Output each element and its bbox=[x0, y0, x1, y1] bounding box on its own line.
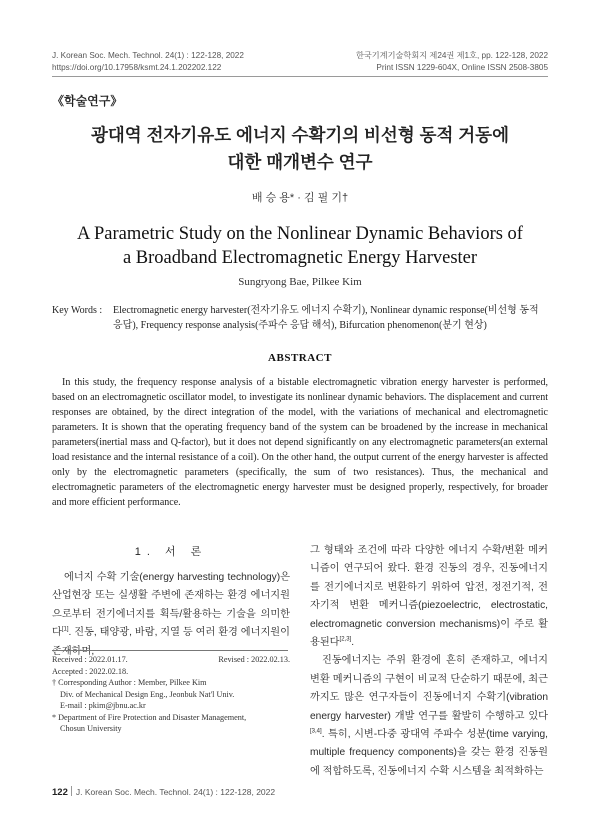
abstract-body: In this study, the frequency response analysis of a bistable electromagnetic vibration energy harvester is performed, based on an electromagnetic oscillator model, to investigate its nonlinear dynamic behaviors. The displacement and current responses are obtained, by the direct integration of the model, with the variations of mechanical and electromagnetic parameters. It is shown that the operating frequency band of the system can be broadened by the increase in mechanical parameters(inertial mass and Q-factor), but it does not depend significantly on any electromagnetic parameters(an external load resistance and the internal resistance of a coil). On the other hand, the output current of the energy harvester is affected only by the electromagnetic parameters (specifically, the sum of two resistances). Thus, the mechanical and electromagnetic parameters of the electromagnetic energy harvester must be designed properly, respectively, for broader and more efficient performance. bbox=[52, 377, 548, 508]
introduction-left-paragraph bbox=[52, 569, 290, 661]
footer-separator bbox=[71, 786, 72, 796]
intro-right-p1-end: . bbox=[351, 637, 355, 649]
intro-right-paragraph-1 bbox=[310, 542, 548, 652]
keywords-label: Key Words : bbox=[52, 305, 103, 316]
english-title-line2: a Broadband Electromagnetic Energy Harvester bbox=[122, 248, 478, 268]
issn-info: Print ISSN 1229-604X, Online ISSN 2508-3805 bbox=[376, 63, 548, 72]
page-footer bbox=[52, 786, 275, 798]
intro-right-p2-end: . 특히, 시변-다중 광대역 주파수 성분(time varying, multiple frequency components)을 갖는 환경 진동원에 적합하도록, 진동에너지 수확 시스템을 최적화하는 bbox=[310, 729, 548, 777]
received-date: Received : 2022.01.17. bbox=[52, 655, 128, 664]
revised-date: Revised : 2022.02.13. bbox=[218, 655, 290, 664]
intro-right-paragraph-2 bbox=[310, 652, 548, 781]
english-title bbox=[40, 222, 560, 270]
article-category: 《학술연구》 bbox=[52, 94, 123, 108]
citation-ref[interactable]: [1] bbox=[61, 626, 69, 633]
introduction-right-column bbox=[310, 542, 548, 781]
citation-ref[interactable]: [3,4] bbox=[310, 728, 322, 735]
section-heading-introduction: 1. 서 론 bbox=[134, 546, 208, 558]
english-authors: Sungryong Bae, Pilkee Kim bbox=[238, 276, 362, 288]
corresponding-affiliation: Div. of Mechanical Design Eng., Jeonbuk Nat'l Univ. bbox=[60, 689, 235, 699]
coauthor-affiliation-cont: Chosun University bbox=[60, 724, 122, 733]
footnote-divider bbox=[52, 650, 288, 651]
received-revised-row bbox=[52, 654, 290, 666]
header-divider bbox=[52, 76, 548, 77]
intro-left-text: 에너지 수확 기술(energy harvesting technology)은 산업현장 또는 실생활 주변에 존재하는 환경 에너지원으로부터 전기에너지를 획득/활용하는 기술을 의미한다 bbox=[52, 572, 290, 639]
keywords-text: Electromagnetic energy harvester(전자기유도 에너지 수확기), Nonlinear dynamic response(비선형 동적 응답), Frequency response analysis(주파수 응답 해석), Bifurcation phenomenon(분기 현상) bbox=[113, 305, 539, 331]
keywords-block bbox=[52, 304, 548, 333]
journal-header-left bbox=[52, 50, 244, 74]
footnotes bbox=[52, 654, 290, 735]
corresponding-author: † Corresponding Author : Member, Pilkee Kim bbox=[52, 678, 207, 687]
korean-title bbox=[40, 122, 560, 176]
journal-citation: J. Korean Soc. Mech. Technol. 24(1) : 122-128, 2022 bbox=[52, 51, 244, 60]
corresponding-email[interactable]: E-mail : pkim@jbnu.ac.kr bbox=[60, 701, 146, 710]
intro-right-p2-text: 진동에너지는 주위 환경에 흔히 존재하고, 에너지 변환 메커니즘의 구현이 비교적 단순하기 때문에, 최근까지도 많은 연구자들이 진동에너지 수확기(vibration energy harvester) 개발 연구를 활발히 수행하고 있다 bbox=[310, 655, 548, 722]
korean-title-line2: 대한 매개변수 연구 bbox=[227, 152, 373, 172]
intro-left-text-cont: . 진동, 태양광, 바람, 지열 등 여러 환경 에너지원이 존재하며, bbox=[52, 627, 290, 657]
intro-right-p1-text: 그 형태와 조건에 따라 다양한 에너지 수확/변환 메커니즘이 연구되어 왔다. 환경 진동의 경우, 진동에너지를 전기에너지로 변환하기 위하여 압전, 정전기적, 전자기적 변환 메커니즘(piezoelectric, electrostatic, electromagnetic conversion mechanisms)이 주로 활용된다 bbox=[310, 545, 548, 649]
footer-citation: J. Korean Soc. Mech. Technol. 24(1) : 122-128, 2022 bbox=[75, 787, 276, 797]
citation-ref[interactable]: [2,3] bbox=[339, 636, 352, 643]
page-number: 122 bbox=[52, 787, 68, 798]
journal-citation-korean: 한국기계기술학회지 제24권 제1호, pp. 122-128, 2022 bbox=[355, 51, 548, 60]
accepted-date: Accepted : 2022.02.18. bbox=[52, 666, 129, 676]
coauthor-affiliation: * Department of Fire Protection and Disaster Management, bbox=[52, 712, 247, 722]
korean-title-line1: 광대역 전자기유도 에너지 수확기의 비선형 동적 거동에 bbox=[91, 125, 509, 145]
abstract-heading: ABSTRACT bbox=[268, 352, 332, 364]
doi-link[interactable]: https://doi.org/10.17958/ksmt.24.1.202202.122 bbox=[52, 63, 222, 72]
korean-authors: 배 승 용* · 김 필 기† bbox=[251, 192, 349, 204]
journal-header-right bbox=[356, 50, 548, 74]
english-title-line1: A Parametric Study on the Nonlinear Dynamic Behaviors of bbox=[77, 224, 523, 244]
